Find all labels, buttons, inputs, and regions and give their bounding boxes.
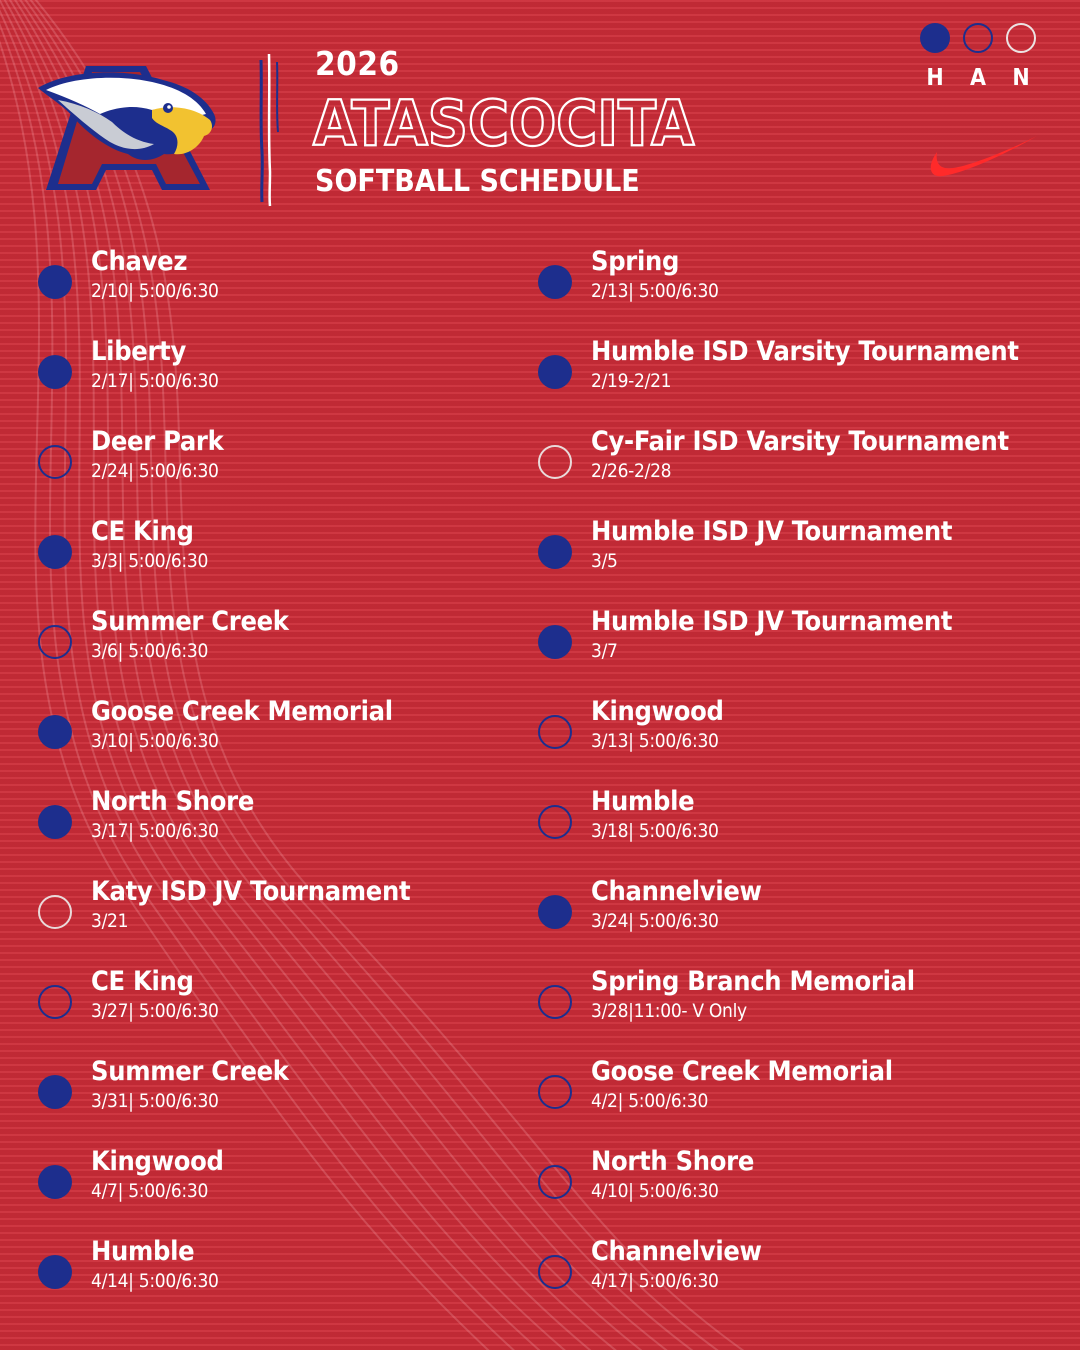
legend-away-marker [963, 23, 993, 53]
away-game-marker [538, 985, 572, 1019]
game-item [538, 696, 978, 770]
away-game-marker [538, 715, 572, 749]
legend-neutral-marker [1006, 23, 1036, 53]
away-game-marker [538, 1165, 572, 1199]
home-game-marker [538, 535, 572, 569]
home-game-marker [38, 1075, 72, 1109]
game-item [38, 876, 478, 950]
game-item [538, 336, 1019, 410]
legend-neutral-letter: N [1012, 65, 1030, 91]
away-game-marker [38, 625, 72, 659]
game-opponent: Deer Park [91, 426, 224, 457]
home-game-marker [38, 1165, 72, 1199]
game-opponent: Channelview [591, 1236, 762, 1267]
game-item [38, 606, 478, 680]
site-legend [920, 23, 1058, 93]
game-item [38, 786, 478, 860]
game-date-time: 3/24| 5:00/6:30 [591, 910, 719, 932]
game-date-time: 3/31| 5:00/6:30 [91, 1090, 219, 1112]
game-opponent: Liberty [91, 336, 186, 367]
game-opponent: Humble ISD Varsity Tournament [591, 336, 1019, 367]
game-date-time: 2/13| 5:00/6:30 [591, 280, 719, 302]
game-date-time: 3/17| 5:00/6:30 [91, 820, 219, 842]
game-date-time: 2/19-2/21 [591, 370, 672, 392]
game-opponent: Katy ISD JV Tournament [91, 876, 411, 907]
team-name: ATASCOCITA [313, 87, 695, 160]
game-date-time: 2/17| 5:00/6:30 [91, 370, 219, 392]
game-item [538, 966, 978, 1040]
away-game-marker [538, 1255, 572, 1289]
away-game-marker [538, 1075, 572, 1109]
game-opponent: Chavez [91, 246, 188, 277]
neutral-game-marker [38, 895, 72, 929]
game-item [38, 966, 478, 1040]
game-date-time: 4/2| 5:00/6:30 [591, 1090, 709, 1112]
game-date-time: 2/26-2/28 [591, 460, 672, 482]
game-item [538, 426, 1009, 500]
game-date-time: 2/10| 5:00/6:30 [91, 280, 219, 302]
game-date-time: 3/3| 5:00/6:30 [91, 550, 209, 572]
game-date-time: 3/7 [591, 640, 618, 662]
nike-swoosh-icon [925, 130, 1040, 182]
game-opponent: North Shore [91, 786, 255, 817]
game-item [38, 246, 478, 320]
game-item [538, 1056, 978, 1130]
game-opponent: CE King [91, 516, 194, 547]
game-item [538, 606, 978, 680]
game-date-time: 2/24| 5:00/6:30 [91, 460, 219, 482]
game-opponent: Summer Creek [91, 606, 289, 637]
legend-away-letter: A [969, 65, 986, 91]
game-opponent: Kingwood [591, 696, 724, 727]
game-date-time: 3/6| 5:00/6:30 [91, 640, 209, 662]
game-date-time: 4/17| 5:00/6:30 [591, 1270, 719, 1292]
game-opponent: Spring [591, 246, 680, 277]
legend-home-letter: H [926, 65, 944, 91]
game-item [538, 876, 978, 950]
neutral-game-marker [538, 445, 572, 479]
game-date-time: 3/18| 5:00/6:30 [591, 820, 719, 842]
game-opponent: Kingwood [91, 1146, 224, 1177]
game-opponent: Humble ISD JV Tournament [591, 606, 953, 637]
game-item [538, 516, 978, 590]
game-item [538, 246, 978, 320]
game-date-time: 3/28|11:00- V Only [591, 1000, 747, 1022]
game-opponent: North Shore [591, 1146, 755, 1177]
eagle-a-logo-icon [28, 58, 223, 198]
game-opponent: Humble ISD JV Tournament [591, 516, 953, 547]
game-date-time: 4/14| 5:00/6:30 [91, 1270, 219, 1292]
home-game-marker [538, 625, 572, 659]
schedule-left-column [38, 246, 498, 1310]
game-opponent: Spring Branch Memorial [591, 966, 915, 997]
away-game-marker [38, 445, 72, 479]
game-item [38, 426, 478, 500]
game-item [538, 786, 978, 860]
away-game-marker [538, 805, 572, 839]
schedule-subtitle: SOFTBALL SCHEDULE [315, 164, 640, 199]
game-date-time: 3/21 [91, 910, 129, 932]
game-item [38, 1146, 478, 1220]
game-opponent: Humble [91, 1236, 195, 1267]
header-divider [255, 52, 285, 207]
legend-home-marker [920, 23, 950, 53]
schedule-year: 2026 [315, 44, 400, 83]
game-date-time: 3/13| 5:00/6:30 [591, 730, 719, 752]
game-date-time: 4/7| 5:00/6:30 [91, 1180, 209, 1202]
home-game-marker [538, 895, 572, 929]
game-opponent: Goose Creek Memorial [591, 1056, 893, 1087]
home-game-marker [38, 715, 72, 749]
away-game-marker [38, 985, 72, 1019]
game-item [38, 696, 478, 770]
game-opponent: Humble [591, 786, 695, 817]
home-game-marker [38, 805, 72, 839]
home-game-marker [38, 535, 72, 569]
game-opponent: Channelview [591, 876, 762, 907]
game-opponent: Summer Creek [91, 1056, 289, 1087]
home-game-marker [538, 355, 572, 389]
game-item [38, 1056, 478, 1130]
game-date-time: 4/10| 5:00/6:30 [591, 1180, 719, 1202]
home-game-marker [38, 1255, 72, 1289]
home-game-marker [538, 265, 572, 299]
game-item [538, 1236, 978, 1310]
game-opponent: Goose Creek Memorial [91, 696, 393, 727]
home-game-marker [38, 265, 72, 299]
game-item [38, 1236, 478, 1310]
game-item [38, 336, 478, 410]
game-date-time: 3/5 [591, 550, 618, 572]
game-date-time: 3/27| 5:00/6:30 [91, 1000, 219, 1022]
game-opponent: CE King [91, 966, 194, 997]
schedule-right-column [538, 246, 1038, 1310]
game-item [538, 1146, 978, 1220]
game-item [38, 516, 478, 590]
home-game-marker [38, 355, 72, 389]
game-date-time: 3/10| 5:00/6:30 [91, 730, 219, 752]
game-opponent: Cy-Fair ISD Varsity Tournament [591, 426, 1009, 457]
